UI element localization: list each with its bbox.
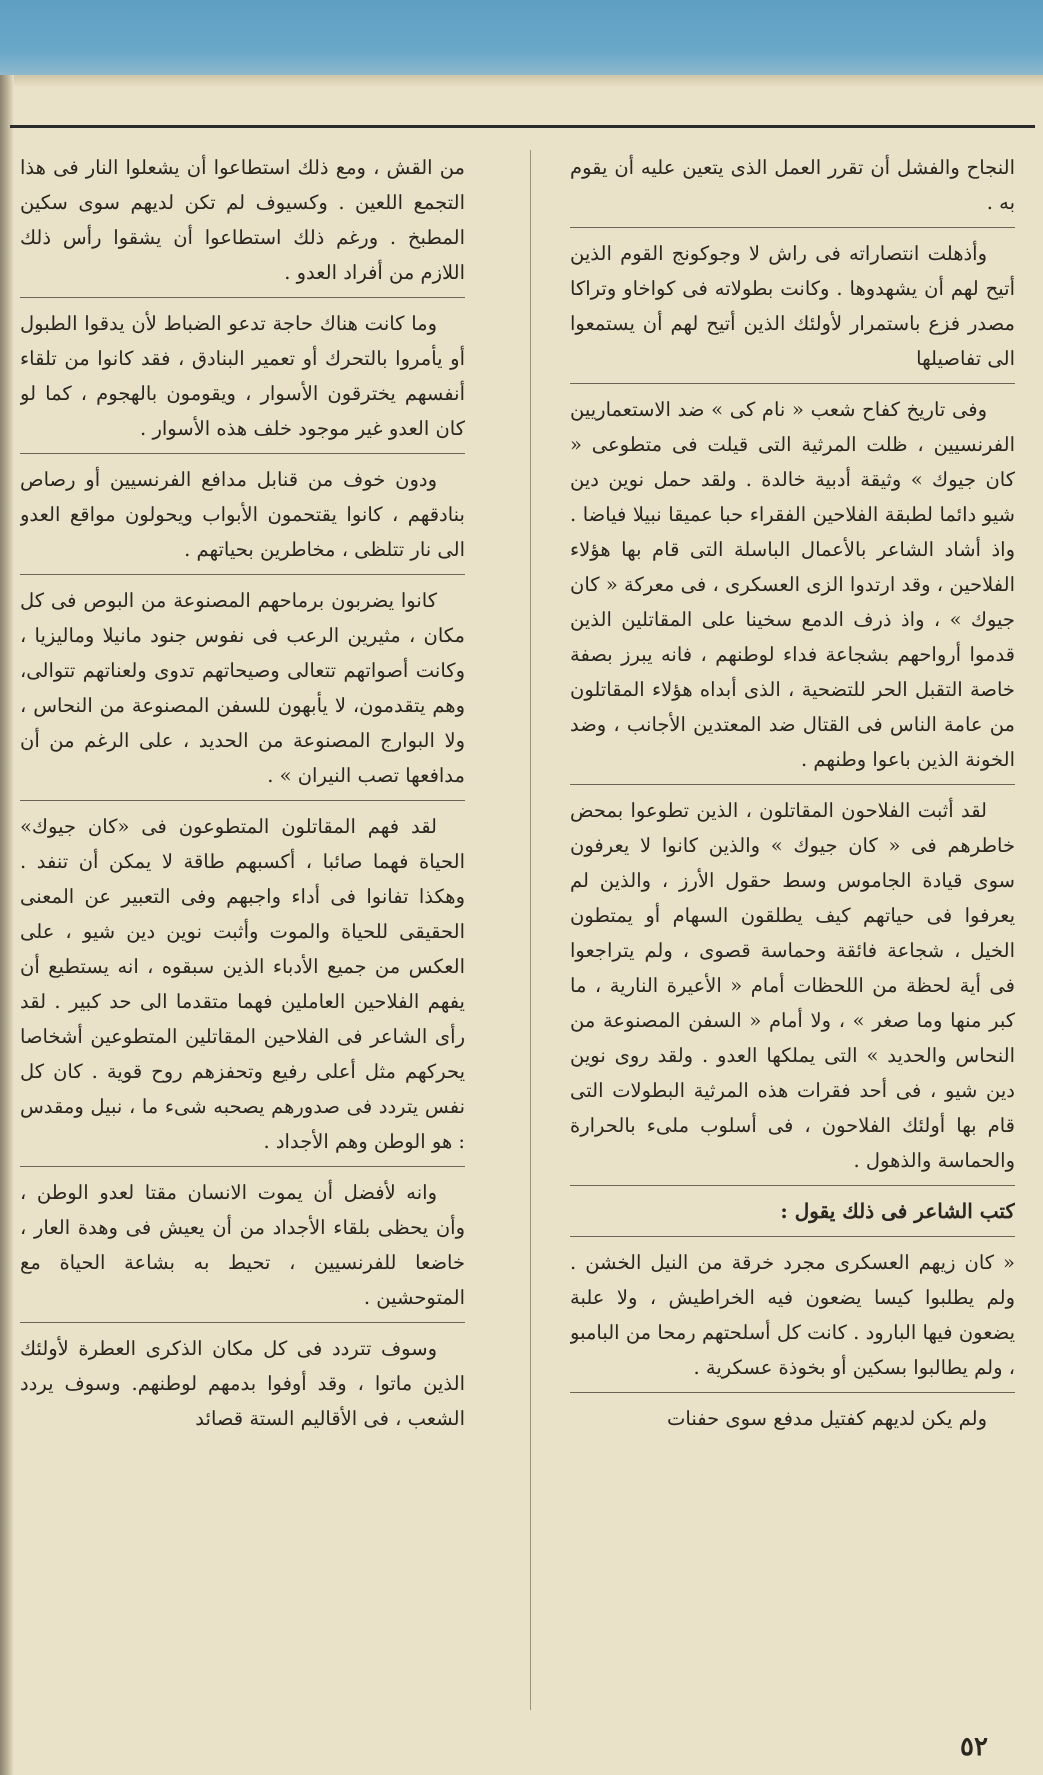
paragraph-divider [570,1185,1015,1186]
column-divider [530,150,531,1710]
left-column [20,150,465,1725]
page-number: ٥٢ [960,1732,988,1762]
paragraph-divider [570,784,1015,785]
paragraph-divider [570,1392,1015,1393]
paragraph-divider [570,1236,1015,1237]
header-rule [10,125,1035,128]
paragraph: لقد أثبت الفلاحون المقاتلون ، الذين تطوعوا بمحض خاطرهم فى « كان جيوك » والذين كانوا لا يعرفون سوى قيادة الجاموس وسط حقول الأرز ، والذين لم يعرفوا فى حياتهم كيف يطلقون السهام أو يمتطون الخيل ، شجاعة فائقة وحماسة قصوى ، ولم يتراجعوا فى أية لحظة من اللحظات أمام « الأعيرة النارية ، ما كبر منها وما صغر » ، ولا أمام « السفن المصنوعة من النحاس والحديد » التى يملكها العدو . ولقد روى نوين دين شيو ، فى أحد فقرات هذه المرثية البطولات التى قام بها أولئك الفلاحون ، فى أسلوب ملىء بالحرارة والحماسة والذهول . [570,799,1015,1172]
paper-edge [0,75,1043,87]
section-subheading: كتب الشاعر فى ذلك يقول : [780,1199,1015,1223]
paragraph: لقد فهم المقاتلون المتطوعون فى «كان جيوك» الحياة فهما صائبا ، أكسبهم طاقة لا يمكن أن تنفد . وهكذا تفانوا فى أداء واجبهم وفى التعبير عن المعنى الحقيقى للحياة والموت وأثبت نوين دين شيو ، على العكس من جميع الأدباء الذين سبقوه ، انه يستطيع أن يفهم الفلاحين العاملين فهما متقدما الى حد كبير . لقد رأى الشاعر فى الفلاحين المقاتلين المتطوعين أشخاصا يحركهم مثل أعلى رفيع وتحفزهم روح قوية . كان كل نفس يتردد فى صدورهم يصحبه شىء ما ، نبيل ومقدس : هو الوطن وهم الأجداد . [20,815,465,1153]
quote-paragraph: ولم يكن لديهم كفتيل مدفع سوى حفنات [667,1407,987,1430]
paragraph-divider [20,1322,465,1323]
paragraph: وانه لأفضل أن يموت الانسان مقتا لعدو الوطن ، وأن يحظى بلقاء الأجداد من أن يعيش فى وهدة العار ، خاضعا للفرنسيين ، تحيط به بشاعة الحياة مع المتوحشين . [20,1181,465,1309]
quote-paragraph: « كان زيهم العسكرى مجرد خرقة من النيل الخشن . ولم يطلبوا كيسا يضعون فيه الخراطيش ، ولا علبة يضعون فيها البارود . كانت كل أسلحتهم رمحا من البامبو ، ولم يطالبوا بسكين أو بخوذة عسكرية . [570,1251,1015,1379]
paragraph: وأذهلت انتصاراته فى راش لا وجوكونج القوم الذين أتيح لهم أن يشهدوها . وكانت بطولاته فى كواخاو وتراكا مصدر فزع باستمرار لأولئك الذين أتيح لهم أن يستمعوا الى تفاصيلها [570,242,1015,370]
paragraph: من القش ، ومع ذلك استطاعوا أن يشعلوا النار فى هذا التجمع اللعين . وكسيوف لم تكن لديهم سوى سكين المطبخ . ورغم ذلك استطاعوا أن يشقوا رأس ذلك اللازم من أفراد العدو . [20,156,465,284]
paragraph-divider [20,574,465,575]
paragraph-divider [570,227,1015,228]
paragraph-divider [20,1166,465,1167]
paragraph: كانوا يضربون برماحهم المصنوعة من البوص فى كل مكان ، مثيرين الرعب فى نفوس جنود مانيلا وماليزيا ، وكانت أصواتهم تتعالى وصيحاتهم تدوى ولعناتهم تتوالى، وهم يتقدمون، لا يأبهون للسفن المصنوعة من النحاس ، ولا البوارج المصنوعة من الحديد ، على الرغم من أن مدافعها تصب النيران » . [20,589,465,787]
paragraph-divider [20,453,465,454]
paragraph: وما كانت هناك حاجة تدعو الضباط لأن يدقوا الطبول أو يأمروا بالتحرك أو تعمير البنادق ، فقد كانوا من تلقاء أنفسهم يخترقون الأسوار ، ويقومون بالهجوم ، كما لو كان العدو غير موجود خلف هذه الأسوار . [20,312,465,440]
paragraph-divider [570,383,1015,384]
paragraph: وسوف تتردد فى كل مكان الذكرى العطرة لأولئك الذين ماتوا ، وقد أوفوا بدمهم لوطنهم. وسوف يردد الشعب ، فى الأقاليم الستة قصائد [20,1337,465,1430]
paragraph-divider [20,800,465,801]
right-column [570,150,1015,1725]
paragraph: النجاح والفشل أن تقرر العمل الذى يتعين عليه أن يقوم به . [570,156,1015,214]
paragraph-divider [20,297,465,298]
paragraph: ودون خوف من قنابل مدافع الفرنسيين أو رصاص بنادقهم ، كانوا يقتحمون الأبواب ويحولون مواقع العدو الى نار تتلظى ، مخاطرين بحياتهم . [20,468,465,561]
magazine-cover-band [0,0,1043,75]
paragraph: وفى تاريخ كفاح شعب « نام كى » ضد الاستعماريين الفرنسيين ، ظلت المرثية التى قيلت فى متطوعى « كان جيوك » وثيقة أدبية خالدة . ولقد حمل نوين دين شيو دائما لطبقة الفلاحين الفقراء حبا عميقا نبيلا فياضا . واذ أشاد الشاعر بالأعمال الباسلة التى قام بها هؤلاء الفلاحين ، وقد ارتدوا الزى العسكرى ، فى معركة « كان جيوك » ، واذ ذرف الدمع سخينا على المقاتلين الذين قدموا أرواحهم بشجاعة فداء لوطنهم ، فانه يبرز بصفة خاصة التقبل الحر للتضحية ، الذى أبداه هؤلاء المقاتلون من عامة الناس فى القتال ضد المعتدين الأجانب ، وضد الخونة الذين باعوا وطنهم . [570,398,1015,771]
binding-shadow [0,75,14,1775]
